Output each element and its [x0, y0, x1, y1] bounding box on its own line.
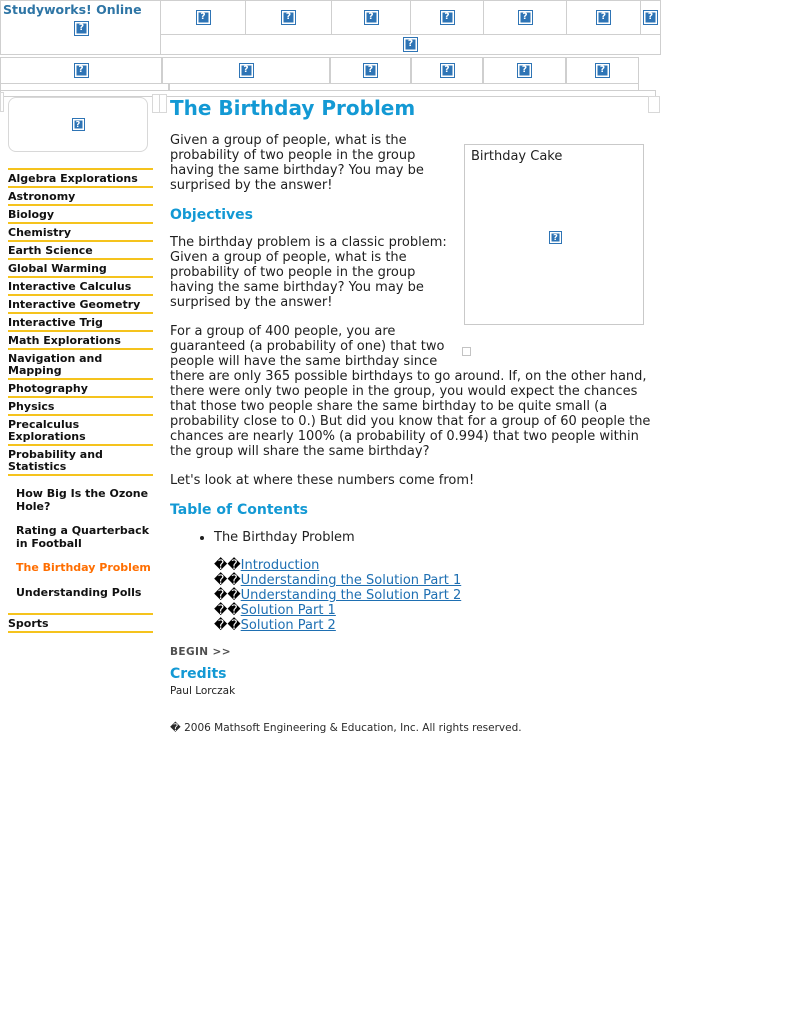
sidebar-item-astronomy[interactable]: Astronomy: [8, 186, 153, 204]
broken-image-icon[interactable]: ?: [440, 10, 455, 25]
sidebar-item-physics[interactable]: Physics: [8, 396, 153, 414]
sidebar-item-photography[interactable]: Photography: [8, 378, 153, 396]
toc-link-introduction[interactable]: Introduction: [240, 558, 320, 573]
broken-image-icon: ?: [72, 118, 85, 131]
broken-image-icon[interactable]: ?: [239, 63, 254, 78]
nav-cell: [160, 0, 246, 35]
nav-cell: [410, 0, 484, 35]
sidebar-item-global-warming[interactable]: Global Warming: [8, 258, 153, 276]
broken-image-icon[interactable]: ?: [518, 10, 533, 25]
sidebar-item-math-explorations[interactable]: Math Explorations: [8, 330, 153, 348]
broken-image-icon[interactable]: ?: [196, 10, 211, 25]
nav-cell: [411, 57, 483, 84]
sidebar-item-earth-science[interactable]: Earth Science: [8, 240, 153, 258]
toc-link-understanding-solution-2[interactable]: Understanding the Solution Part 2: [240, 588, 462, 603]
toc-link-row: [214, 558, 660, 573]
page-title: The Birthday Problem: [170, 96, 416, 120]
sidebar-item-biology[interactable]: Biology: [8, 204, 153, 222]
broken-image-icon[interactable]: ?: [596, 10, 611, 25]
nav-cell: [162, 57, 330, 84]
mojibake-prefix: ��: [214, 618, 241, 633]
mojibake-prefix: ��: [214, 558, 241, 573]
checkbox-placeholder: [462, 347, 471, 356]
nav-cell: [0, 57, 162, 84]
toc-link-row: [214, 618, 660, 633]
intro-paragraph: Given a group of people, what is the probability of two people in the group having the same birthday? You may be surprised by the answer!: [170, 133, 424, 193]
sidebar-item-interactive-calculus[interactable]: Interactive Calculus: [8, 276, 153, 294]
broken-image-icon[interactable]: ?: [364, 10, 379, 25]
toc-link-row: [214, 588, 660, 603]
nav-cell: [330, 57, 411, 84]
objectives-paragraph-3: Let's look at where these numbers come from!: [170, 473, 475, 488]
objectives-paragraph-1: The birthday problem is a classic problem: Given a group of people, what is the probability of two people in the group having the same birthday? You may be surprised by the answer!: [170, 235, 447, 310]
sidebar-item-navigation-and-mapping[interactable]: Navigation and Mapping: [8, 348, 153, 378]
mojibake-prefix: ��: [214, 573, 241, 588]
toc-link-understanding-solution-1[interactable]: Understanding the Solution Part 1: [240, 573, 462, 588]
toc-link-row: [214, 603, 660, 618]
sidebar-item-interactive-geometry[interactable]: Interactive Geometry: [8, 294, 153, 312]
nav-cell: [566, 0, 641, 35]
toc-link-row: [214, 573, 660, 588]
copyright-notice: � 2006 Mathsoft Engineering & Education, Inc. All rights reserved.: [170, 722, 522, 734]
objectives-heading: Objectives: [170, 207, 253, 223]
placeholder-box: [159, 94, 167, 113]
broken-image-icon: ?: [549, 231, 562, 244]
broken-image-icon[interactable]: ?: [403, 37, 418, 52]
sidebar-item-chemistry[interactable]: Chemistry: [8, 222, 153, 240]
sidebar-item-algebra-explorations[interactable]: Algebra Explorations: [8, 168, 153, 186]
toc-link-solution-1[interactable]: Solution Part 1: [240, 603, 336, 618]
birthday-cake-image-box: [464, 144, 644, 325]
placeholder-box: [0, 92, 4, 112]
sidebar-subitem-understanding-polls[interactable]: Understanding Polls: [16, 585, 142, 599]
sidebar-item-probability-and-statistics[interactable]: Probability and Statistics: [8, 444, 153, 474]
toc-link-solution-2[interactable]: Solution Part 2: [240, 618, 336, 633]
sidebar-subitem-quarterback[interactable]: Rating a Quarterback in Football: [16, 524, 150, 550]
toc-root-item: • The Birthday Problem: [214, 530, 660, 545]
begin-button[interactable]: BEGIN >>: [170, 646, 231, 658]
main-content: [170, 96, 660, 735]
broken-image-icon[interactable]: ?: [74, 63, 89, 78]
nav-cell: [640, 0, 661, 35]
nav-subcell: [160, 34, 661, 55]
mojibake-prefix: ��: [214, 588, 241, 603]
sidebar-item-sports[interactable]: Sports: [8, 613, 153, 631]
broken-image-icon[interactable]: ?: [643, 10, 658, 25]
nav-cell: [331, 0, 411, 35]
credits-name: Paul Lorczak: [170, 685, 236, 697]
sidebar-menu: [8, 168, 153, 633]
broken-image-icon[interactable]: ?: [595, 63, 610, 78]
toc-heading: Table of Contents: [170, 502, 309, 518]
birthday-cake-panel: [464, 144, 644, 356]
objectives-paragraph-2: For a group of 400 people, you are guaranteed (a probability of one) that two people will have the same birthday since there are only 365 possible birthdays to go around. If, on the other hand, there were only two people in the group, you would expect the chances that those two people share the same birthday to be quite small (a probability close to 0.) But did you know that for a group of 60 people the chances are nearly 100% (a probability of 0.994) that two people within the group will share the same birthday?: [170, 324, 651, 459]
broken-image-icon[interactable]: ?: [440, 63, 455, 78]
sidebar-end-rule: [8, 631, 153, 633]
brand-cell: [0, 0, 161, 55]
site-title[interactable]: Studyworks! Online: [3, 2, 142, 17]
nav-cell: [245, 0, 332, 35]
nav-cell: [566, 57, 639, 84]
sidebar-item-interactive-trig[interactable]: Interactive Trig: [8, 312, 153, 330]
sidebar-subsection-probability: [8, 474, 153, 613]
broken-image-icon[interactable]: ?: [74, 21, 89, 36]
sidebar-subitem-ozone-hole[interactable]: How Big Is the Ozone Hole?: [16, 487, 149, 513]
broken-image-icon[interactable]: ?: [281, 10, 296, 25]
sidebar-logo-box: [8, 97, 148, 152]
broken-image-icon[interactable]: ?: [363, 63, 378, 78]
nav-cell: [483, 0, 567, 35]
broken-image-icon[interactable]: ?: [517, 63, 532, 78]
sidebar-item-precalculus-explorations[interactable]: Precalculus Explorations: [8, 414, 153, 444]
mojibake-prefix: ��: [214, 603, 241, 618]
toc-links: [214, 558, 660, 633]
nav-cell: [483, 57, 566, 84]
cake-caption: Birthday Cake: [471, 149, 563, 164]
sidebar-subitem-birthday-problem[interactable]: The Birthday Problem: [16, 561, 151, 574]
toc-list: [170, 530, 660, 545]
credits-heading: Credits: [170, 666, 227, 682]
